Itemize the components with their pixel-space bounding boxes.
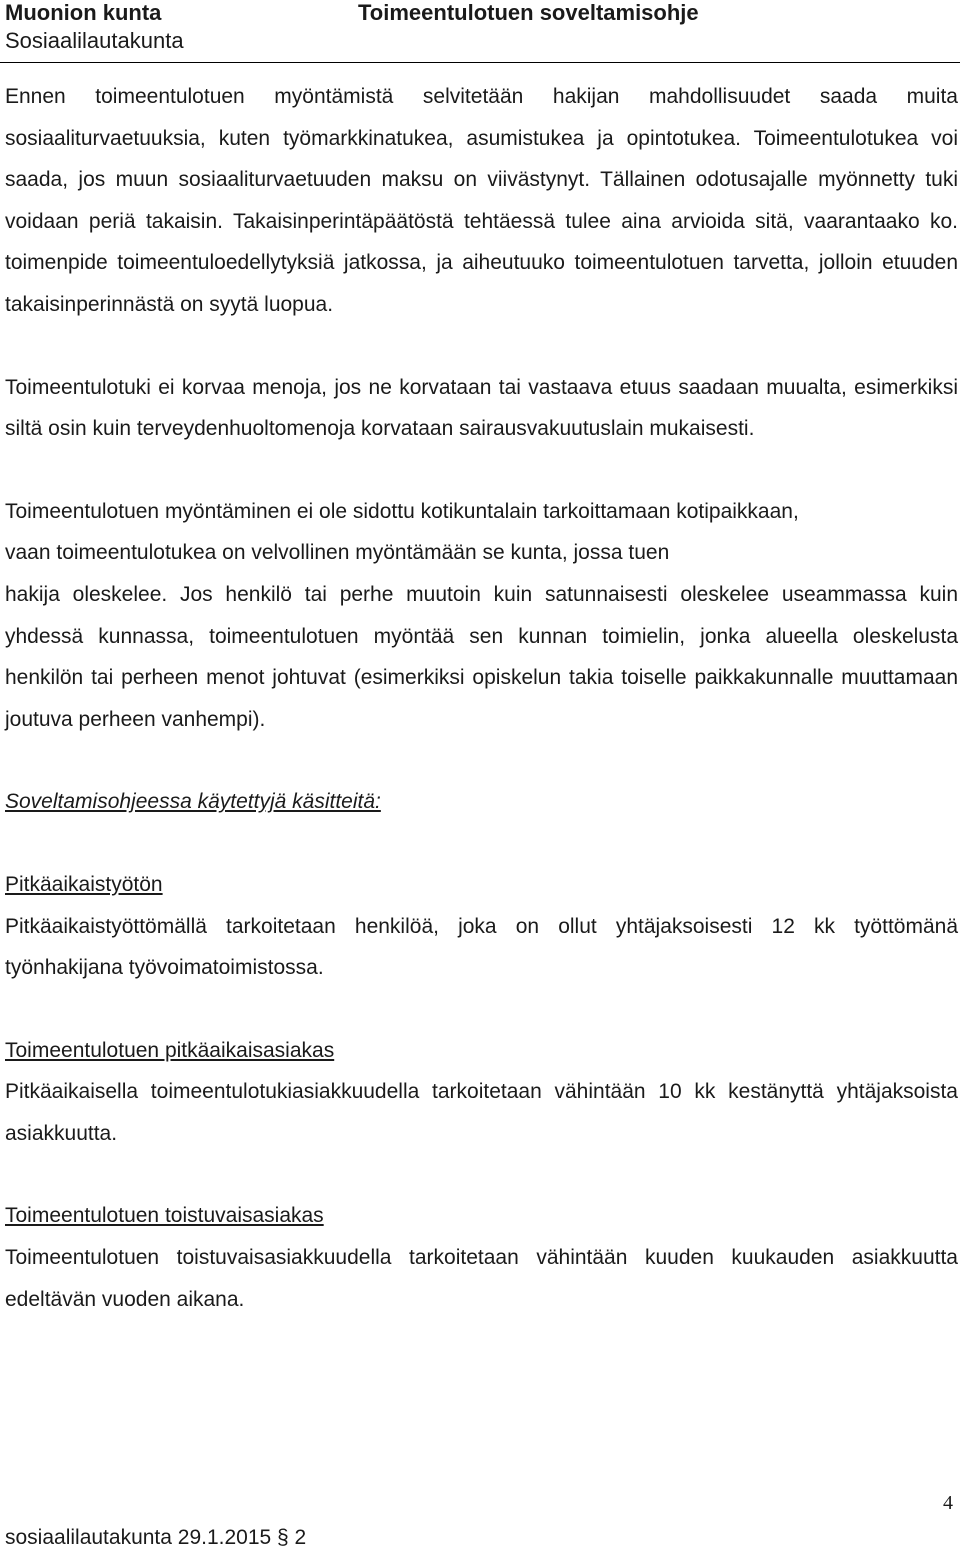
paragraph-municipality-line2: vaan toimeentulotukea on velvollinen myöntämään se kunta, jossa tuen	[5, 541, 670, 565]
paragraph-municipality-line1: Toimeentulotuen myöntäminen ei ole sidottu kotikuntalain tarkoittamaan kotipaikkaan,	[5, 499, 799, 523]
term-long-term-unemployed-description: Pitkäaikaistyöttömällä tarkoitetaan henkilöä, joka on ollut yhtäjaksoisesti 12 kk työttömänä työnhakijana työvoimatoimistossa.	[5, 914, 958, 980]
term-long-term-client-description: Pitkäaikaisella toimeentulotukiasiakkuudella tarkoitetaan vähintään 10 kk kestänyttä yhtäjaksoista asiakkuutta.	[5, 1080, 958, 1145]
page-number: 4	[943, 1492, 953, 1514]
organization-name: Muonion kunta	[5, 0, 162, 25]
document-title: Toimeentulotuen soveltamisohje	[358, 0, 699, 25]
document-body	[5, 76, 958, 1320]
paragraph-municipality-rest: hakija oleskelee. Jos henkilö tai perhe muutoin kuin satunnaisesti oleskelee useammassa kuin yhdessä kunnassa, toimeentulotuen myöntää sen kunnan toimielin, jonka alueella oleskelusta henkilön tai perheen menot johtuvat (esimerkiksi opiskelun takia toiselle paikkakunnalle muuttamaan joutuva perheen vanhempi).	[5, 582, 958, 731]
paragraph-other-compensation: Toimeentulotuki ei korvaa menoja, jos ne korvataan tai vastaava etuus saadaan muualta, esimerkiksi siltä osin kuin terveydenhuoltomenoja korvataan sairausvakuutuslain mukaisesti.	[5, 375, 958, 441]
department-name: Sosiaalilautakunta	[5, 28, 184, 53]
term-long-term-unemployed: Pitkäaikaistyötön	[5, 872, 163, 896]
page-header	[0, 0, 960, 63]
term-recurring-client: Toimeentulotuen toistuvaisasiakas	[5, 1204, 324, 1228]
definitions-heading: Soveltamisohjeessa käytettyjä käsitteitä:	[5, 790, 381, 814]
term-recurring-client-description: Toimeentulotuen toistuvaisasiakkuudella tarkoitetaan vähintään kuuden kuukauden asiakkuutta edeltävän vuoden aikana.	[5, 1246, 958, 1311]
term-long-term-client: Toimeentulotuen pitkäaikaisasiakas	[5, 1038, 335, 1062]
paragraph-benefits-first: Ennen toimeentulotuen myöntämistä selvitetään hakijan mahdollisuudet saada muita sosiaaliturvaetuuksia, kuten työmarkkinatukea, asumistukea ja opintotukea. Toimeentulotukea voi saada, jos muun sosiaaliturvaetuuden maksu on viivästynyt. Tällainen odotusajalle myönnetty tuki voidaan periä takaisin. Takaisinperintäpäätöstä tehtäessä tulee aina arvioida sitä, vaarantaako ko. toimenpide toimeentuloedellytyksiä jatkossa, ja aiheutuuko toimeentulotuen tarvetta, jolloin etuuden takaisinperinnästä on syytä luopua.	[5, 85, 958, 316]
footer-reference: sosiaalilautakunta 29.1.2015 § 2	[5, 1526, 307, 1549]
